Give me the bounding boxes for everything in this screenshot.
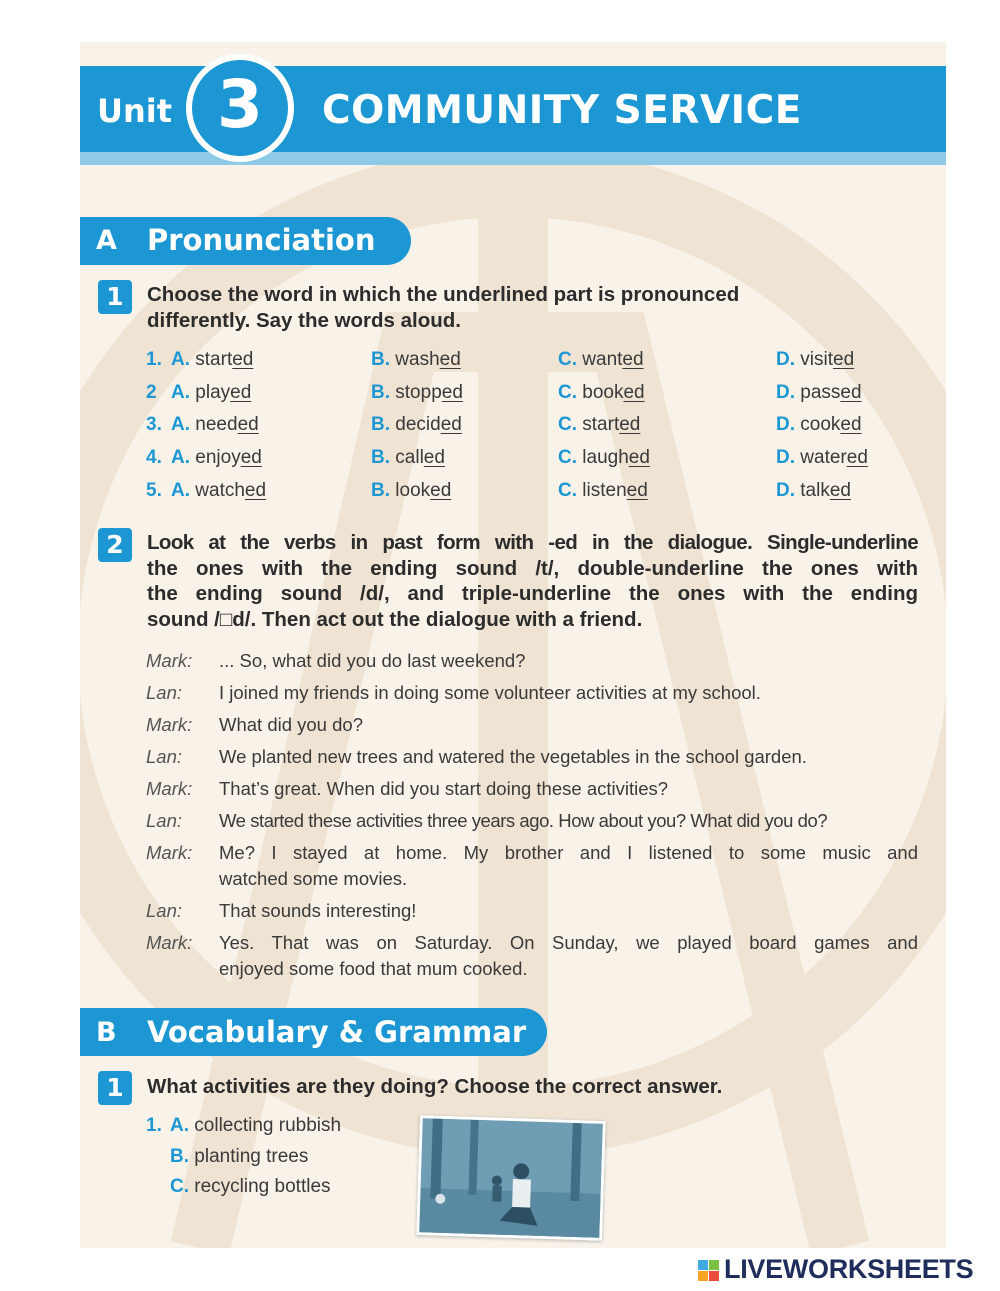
liveworksheets-brand: LIVEWORKSHEETS: [724, 1254, 974, 1284]
option-label: B.: [371, 480, 396, 501]
instruction-line: the ending sound /d/, and triple-underline the ones with the ending: [147, 582, 918, 605]
dialogue-line: [146, 744, 918, 770]
utterance-line: watched some movies.: [219, 868, 408, 889]
option-word: want: [582, 349, 623, 370]
option-label: B.: [371, 349, 396, 370]
option-text: recycling bottles: [194, 1176, 331, 1197]
underlined-part: ed: [833, 349, 855, 370]
option-label: A.: [171, 414, 196, 435]
underlined-part: ed: [441, 382, 463, 403]
speaker-name: Mark:: [146, 932, 193, 953]
dialogue-line: [146, 712, 918, 738]
option-label: A.: [171, 480, 196, 501]
option-row: [146, 382, 926, 410]
underlined-part: ed: [237, 414, 259, 435]
option-word: water: [800, 447, 847, 468]
underlined-part: ed: [840, 382, 862, 403]
option-label: B.: [371, 447, 396, 468]
option-word: start: [582, 414, 620, 435]
utterance-line: enjoyed some food that mum cooked.: [219, 958, 528, 979]
option-row: [146, 480, 926, 508]
option-label: D.: [776, 414, 801, 435]
dialogue-line: [146, 898, 918, 924]
utterance: [219, 840, 918, 892]
exercise-a2-instruction: [147, 530, 918, 632]
row-number: 4.: [146, 447, 162, 468]
option-word: laugh: [582, 447, 629, 468]
utterance-line: That sounds interesting!: [219, 900, 417, 921]
option-text: collecting rubbish: [194, 1115, 342, 1136]
instruction-line: the ones with the ending sound /t/, double-underline the ones with: [147, 556, 918, 580]
speaker-name: Lan:: [146, 682, 183, 703]
underlined-part: ed: [439, 349, 461, 370]
option-row: [146, 447, 926, 475]
option-label: B.: [170, 1146, 195, 1167]
underlined-part: ed: [626, 480, 648, 501]
exercise-b1-instruction: What activities are they doing? Choose the correct answer.: [147, 1075, 723, 1098]
utterance-line: That’s great. When did you start doing these activities?: [219, 778, 669, 799]
option-word: watch: [195, 480, 245, 501]
option-word: need: [195, 414, 238, 435]
utterance-line: Me? I stayed at home. My brother and I listened to some music and: [219, 842, 918, 863]
option-word: enjoy: [195, 447, 241, 468]
unit-label: Unit: [97, 92, 173, 130]
utterance: [219, 712, 918, 738]
option-word: book: [582, 382, 624, 403]
option-label: C.: [558, 480, 583, 501]
option-label: A.: [170, 1115, 195, 1136]
speaker-name: Mark:: [146, 714, 193, 735]
answer-option[interactable]: [776, 447, 868, 469]
park-scene-icon: [419, 1118, 606, 1241]
option-text: planting trees: [194, 1146, 309, 1167]
underlined-part: ed: [622, 349, 644, 370]
underlined-part: ed: [619, 414, 641, 435]
option-label: D.: [776, 480, 801, 501]
option-word: play: [195, 382, 231, 403]
option-label: B.: [371, 414, 396, 435]
answer-option[interactable]: [776, 480, 851, 502]
option-word: call: [395, 447, 424, 468]
dialogue-line: [146, 648, 918, 674]
utterance: [219, 744, 918, 770]
option-word: start: [195, 349, 233, 370]
answer-option[interactable]: [171, 480, 266, 502]
section-a-title: Pronunciation: [147, 223, 376, 257]
answer-option[interactable]: [776, 382, 862, 404]
section-b-title: Vocabulary & Grammar: [147, 1015, 527, 1049]
underlined-part: ed: [846, 447, 868, 468]
answer-option[interactable]: [170, 1176, 331, 1198]
underlined-part: ed: [240, 447, 262, 468]
underlined-part: ed: [244, 480, 267, 501]
option-label: D.: [776, 349, 801, 370]
utterance: [219, 776, 918, 802]
answer-option[interactable]: [558, 349, 644, 371]
answer-option[interactable]: [371, 447, 445, 469]
exercise-b1-number: 1: [98, 1071, 132, 1105]
answer-option[interactable]: [558, 382, 645, 404]
dialogue-line: [146, 808, 918, 834]
exercise-b1-item-number: 1.: [146, 1115, 162, 1136]
utterance-line: We planted new trees and watered the vegetables in the school garden.: [219, 746, 807, 767]
row-number: 3.: [146, 414, 162, 435]
underlined-part: ed: [628, 447, 650, 468]
option-word: decid: [395, 414, 441, 435]
utterance-line: ... So, what did you do last weekend?: [219, 650, 526, 671]
speaker-name: Mark:: [146, 778, 193, 799]
speaker-name: Lan:: [146, 810, 183, 831]
option-word: pass: [800, 382, 841, 403]
underlined-part: ed: [232, 349, 254, 370]
utterance: [219, 808, 918, 834]
underlined-part: ed: [430, 480, 452, 501]
option-label: D.: [776, 382, 801, 403]
answer-option[interactable]: [171, 447, 262, 469]
underlined-part: ed: [840, 414, 862, 435]
answer-option[interactable]: [558, 480, 648, 502]
exercise-a1-number: 1: [98, 280, 132, 314]
answer-option[interactable]: [171, 382, 251, 404]
dialogue-line: [146, 680, 918, 706]
option-label: C.: [558, 382, 583, 403]
dialogue-line: [146, 930, 918, 982]
speaker-name: Mark:: [146, 842, 193, 863]
underlined-part: ed: [440, 414, 462, 435]
utterance: [219, 898, 918, 924]
underlined-part: ed: [829, 480, 851, 501]
utterance-line: Yes. That was on Saturday. On Sunday, we played board games and: [219, 932, 918, 953]
utterance-line: We started these activities three years ago. How about you? What did you do?: [219, 810, 828, 831]
option-word: listen: [582, 480, 627, 501]
option-label: C.: [558, 349, 583, 370]
speaker-name: Lan:: [146, 900, 183, 921]
utterance-line: What did you do?: [219, 714, 363, 735]
option-label: D.: [776, 447, 801, 468]
answer-option[interactable]: [371, 414, 462, 436]
option-label: C.: [558, 447, 583, 468]
section-a-letter: A: [96, 225, 117, 256]
answer-option[interactable]: [171, 414, 259, 436]
option-row: [146, 414, 926, 442]
option-word: visit: [800, 349, 834, 370]
answer-option[interactable]: [170, 1115, 341, 1137]
answer-option[interactable]: [371, 349, 461, 371]
instruction-line: sound /□d/. Then act out the dialogue with a friend.: [147, 607, 643, 631]
speaker-name: Lan:: [146, 746, 183, 767]
instruction-line: differently. Say the words aloud.: [147, 308, 462, 332]
utterance: [219, 930, 918, 982]
utterance: [219, 648, 918, 674]
utterance-line: I joined my friends in doing some volunteer activities at my school.: [219, 682, 761, 703]
underlined-part: ed: [623, 382, 645, 403]
row-number: 5.: [146, 480, 162, 501]
underlined-part: ed: [423, 447, 445, 468]
answer-option[interactable]: [776, 414, 862, 436]
option-word: stopp: [395, 382, 442, 403]
option-label: A.: [171, 382, 196, 403]
row-number: 2: [146, 382, 157, 403]
dialogue-line: [146, 840, 918, 892]
speaker-name: Mark:: [146, 650, 193, 671]
instruction-line: Look at the verbs in past form with -ed in the dialogue. Single-underline: [147, 531, 918, 554]
option-word: cook: [800, 414, 841, 435]
option-label: A.: [171, 447, 196, 468]
unit-number: 3: [217, 66, 263, 143]
option-row: [146, 349, 926, 377]
answer-option[interactable]: [558, 447, 650, 469]
unit-title: COMMUNITY SERVICE: [322, 88, 802, 133]
exercise-a1-instruction: [147, 282, 927, 333]
answer-option[interactable]: [371, 480, 451, 502]
exercise-a2-number: 2: [98, 528, 132, 562]
option-word: look: [395, 480, 431, 501]
option-word: talk: [800, 480, 830, 501]
answer-option[interactable]: [171, 349, 253, 371]
underlined-part: ed: [230, 382, 252, 403]
option-label: B.: [371, 382, 396, 403]
option-word: wash: [395, 349, 440, 370]
activity-photo: [416, 1115, 606, 1241]
instruction-line: Choose the word in which the underlined part is pronounced: [147, 283, 740, 306]
dialogue-line: [146, 776, 918, 802]
answer-option[interactable]: [371, 382, 463, 404]
utterance: [219, 680, 918, 706]
option-label: C.: [558, 414, 583, 435]
option-label: C.: [170, 1176, 195, 1197]
section-b-letter: B: [96, 1017, 117, 1048]
answer-option[interactable]: [776, 349, 854, 371]
row-number: 1.: [146, 349, 162, 370]
option-label: A.: [171, 349, 196, 370]
answer-option[interactable]: [170, 1146, 308, 1168]
answer-option[interactable]: [558, 414, 640, 436]
